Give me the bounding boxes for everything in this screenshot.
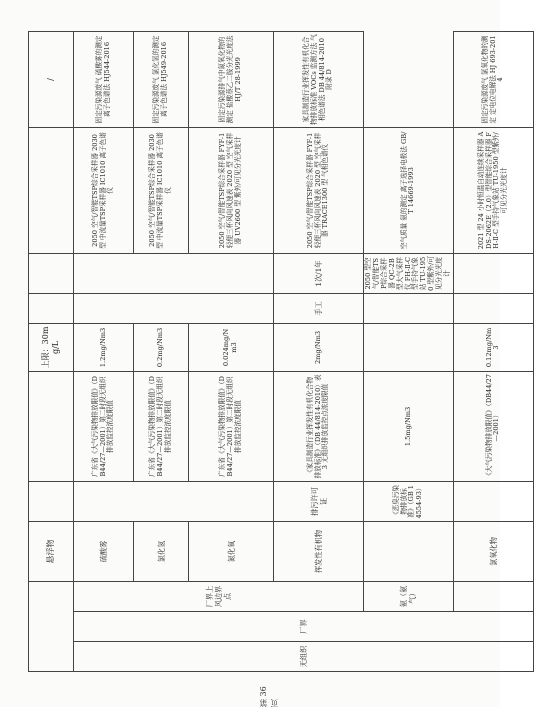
standard-cell: 《恶臭污染物排放标准》（GB 14554-93） bbox=[364, 481, 454, 521]
table-row bbox=[134, 31, 189, 671]
equipment-cell: 2050 空气/智能TSP综合采样器 2030 型 中流量TSP采样器 IC1010 离子色谱仪 bbox=[74, 127, 134, 253]
pollutant-cell: 氯氧化物 bbox=[453, 521, 533, 581]
table-row bbox=[189, 31, 274, 671]
header-limit: 上限：30mg/L bbox=[29, 323, 74, 371]
table-row bbox=[364, 31, 454, 671]
limit-cell: 2mg/Nm3 bbox=[274, 323, 364, 371]
pollutant-cell: 氨（氨气） bbox=[364, 581, 454, 611]
page-number: 第 36 页 bbox=[259, 686, 279, 707]
limit-cell: 1.5mg/Nm3 bbox=[364, 371, 454, 481]
category-cell: 无组织 bbox=[74, 642, 534, 672]
header-method: / bbox=[29, 31, 74, 127]
equipment-cell: 2050 空气/智能TSP综合采样器 FYF-1 轻便三杯风向风速表 2020 型 空气采样器 TRACE1300 型 气相色谱仪 bbox=[274, 127, 364, 253]
monitoring-table bbox=[28, 31, 534, 672]
pollutant-cell: 氮化氧 bbox=[189, 521, 274, 581]
method-cell: 固定污染源废气 氯氧化物的测定 定电位电解法 HJ 693-2014 bbox=[453, 31, 533, 127]
header-standard bbox=[29, 371, 74, 481]
limit-cell: 0.2mg/Nm3 bbox=[134, 323, 189, 371]
header-category bbox=[29, 581, 74, 671]
table-row bbox=[453, 31, 533, 671]
method-cell: 固定污染源排气中氮氧化物的测定 盐酸萘乙二胺分光光度法 HJ/T 28-1999 bbox=[189, 31, 274, 127]
rotated-table-container bbox=[28, 32, 509, 672]
method-cell: 固定污染源废气 硫酸雾的测定 离子色谱法 HJ544-2016 bbox=[74, 31, 134, 127]
method-cell: 空气质量 氨的测定 离子选择电极法 GB/T 14669-1993 bbox=[364, 127, 454, 253]
header-note bbox=[29, 481, 74, 521]
standard-cell: 《大气污染物排放限值》（DB44/27—2001） bbox=[453, 371, 533, 481]
header-equipment bbox=[29, 127, 74, 253]
table-row bbox=[274, 31, 364, 671]
header-pollutant: 悬浮物 bbox=[29, 521, 74, 581]
standard-cell: 《家具制造行业挥发性有机化合物排放标准》（DB 44/814-2010）表3 无组织排放监控点浓度限值 bbox=[274, 371, 364, 481]
header-count bbox=[29, 253, 74, 293]
method-cell: 家具制造行业挥发性有机化合物排放标准 VOCs 监测方法 气相色谱法 DB 44/814-2010 附录 D bbox=[274, 31, 364, 127]
standard-cell: 广东省《大气污染物排放限值》（DB44/27—2001）第二时段无组织排放监控浓度限值 bbox=[189, 371, 274, 481]
equipment-cell: 2050 型空气/智能TSP综合采样器 QC-2B 型大气采样仪 FH-Ⅱ-C 型手持气象站 TU-1950 型紫外/可见分光光度计 bbox=[364, 253, 454, 293]
header-freq bbox=[29, 293, 74, 323]
method-cell: 固定污染源废气 氯化氢的测定 离子色谱法 HJ549-2016 bbox=[134, 31, 189, 127]
standard-cell: 广东省《大气污染物排放限值》（DB44/27—2001）第二时段无组织排放监控浓度限值 bbox=[134, 371, 189, 481]
count-cell: 1次/1年 bbox=[274, 253, 364, 293]
pollutant-cell: 挥发性有机物 bbox=[274, 521, 364, 581]
equipment-cell: 2050 空气/智能TSP综合采样器 FYF-1 轻便三杯风向风速表 2020 型 空气采样器 UV2600 型 紫外/可见分光光度计 bbox=[189, 127, 274, 253]
equipment-cell: 2021 型 24 小时恒温自动连续采样器 ADS-2062E（2.0）型智能综合采样器 FH-Ⅱ-C 型手持气象站 TU-1950 型紫外/可见分光光度计 bbox=[453, 127, 533, 253]
sub-cell-upwind: 厂界上风边界点 bbox=[74, 581, 364, 611]
table-row bbox=[74, 31, 134, 671]
sub-cell-boundary: 厂界 bbox=[74, 612, 534, 642]
pollutant-cell: 硫酸雾 bbox=[74, 521, 134, 581]
note-cell: 排污许可证 bbox=[274, 481, 364, 521]
limit-cell: 0.024mg/Nm3 bbox=[189, 323, 274, 371]
limit-cell: 0.12mg/Nm3 bbox=[453, 323, 533, 371]
freq-cell: 手工 bbox=[274, 293, 364, 323]
pollutant-cell: 氯化氢 bbox=[134, 521, 189, 581]
standard-cell: 广东省《大气污染物排放限值》（DB44/27—2001）第二时段无组织排放监控浓度限值 bbox=[74, 371, 134, 481]
equipment-cell: 2050 空气/智能TSP综合采样器 2030 型 中流量TSP采样器 IC1010 离子色谱仪 bbox=[134, 127, 189, 253]
limit-cell: 1.2mg/Nm3 bbox=[74, 323, 134, 371]
